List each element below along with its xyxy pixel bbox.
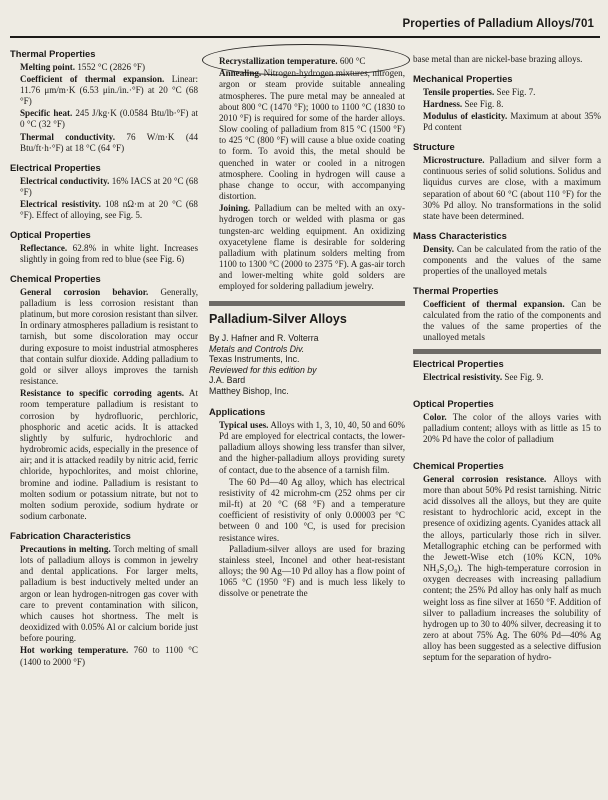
authors-block: By J. Hafner and R. Volterra Metals and Controls Div. Texas Instruments, Inc. Reviewed for this edition by J.A. Bard Matthey Bishop, Inc. bbox=[209, 332, 319, 396]
section-heading: Thermal Properties bbox=[10, 48, 96, 59]
article-title: Palladium-Silver Alloys bbox=[209, 301, 405, 327]
thermal-conductivity: Thermal conductivity. 76 W/m·K (44 Btu/ft·h·°F) at 18 °C (64 °F) bbox=[20, 131, 198, 153]
section-heading: Optical Properties bbox=[10, 229, 91, 241]
section-heading: Electrical Properties bbox=[413, 358, 504, 370]
column-2 bbox=[209, 56, 405, 600]
section-heading: Mechanical Properties bbox=[413, 73, 513, 85]
continued-text: base metal than are nickel-base brazing alloys. bbox=[413, 54, 583, 64]
thermal-expansion: Coefficient of thermal expansion. Linear: 11.76 μm/m·K (6.53 μin./in.·°F) at 20 °C (68 °F) bbox=[20, 73, 198, 107]
column-3 bbox=[413, 54, 601, 665]
section-heading: Thermal Properties bbox=[413, 285, 499, 297]
melting-point: Melting point. 1552 °C (2826 °F) bbox=[20, 61, 146, 72]
color: Color. The color of the alloys varies with palladium content; alloys with as little as 15 to 20% Pd have the color of palladium bbox=[423, 411, 601, 444]
typical-uses: Typical uses. Alloys with 1, 3, 10, 40, 50 and 60% Pd are employed for electrical contacts, the lower-palladium alloys showing less transfer than silver, and the higher-palladium alloys providing surety of contact, due to the absence of a tarnish film. bbox=[219, 419, 405, 475]
paragraph-60pd: The 60 Pd—40 Ag alloy, which has electrical resistivity of 42 microhm-cm (252 ohms per cir mil-ft) at 20 °C (68 °F) and a temperature coefficient of resistivity of only 0.00003 per °C between 0 and 100 °C, is used for precision resistance wires. bbox=[219, 476, 405, 543]
section-heading: Optical Properties bbox=[413, 398, 494, 410]
specific-corrosion: Resistance to specific corroding agents. At room temperature palladium is resistant to corrosion by hydrofluoric, perchloric, phosphoric and acetic acids. It is attacked slightly by sulfuric, hydrochloric and hydrobromic acids, especially in the presence of air; and it is attacked readily by nitric acid, ferric chloride, hypochlorites, and moist chlorine, bromine and iodine. Palladium is resistant to molten sodium or potassium nitrate, but not to molten sodium peroxide, sodium hydrate or sodium carbonate. bbox=[20, 388, 198, 522]
electrical-conductivity: Electrical conductivity. 16% IACS at 20 °C (68 °F) bbox=[20, 175, 198, 197]
section-heading: Chemical Properties bbox=[413, 460, 504, 472]
annealing: Annealing. Nitrogen-hydrogen mixtures, nitrogen, argon or steam provide suitable annealing atmospheres. The pure metal may be annealed at about 800 °C (1470 °F); 1000 to 1100 °C (1830 to 2010 °F) is required for some of the harder alloys. Slow cooling of palladium from 815 °C (1500 °F) to 425 °C (800 °F) will cause a blue oxide coating to form. To avoid this, the metal should be quenched in water or cooled in a nitrogen atmosphere. Cooling in hydrogen will cause a phase change to occur, with accompanying distortion. bbox=[219, 68, 405, 202]
density: Density. Can be calculated from the ratio of the components and the values of the same properties of the unalloyed metals bbox=[423, 243, 601, 276]
joining: Joining. Palladium can be melted with an oxy-hydrogen torch or welded with plasma or gas tungsten-arc welding equipment. An oxidizing oxyacetylene flame is desirable for soldering palladium with platinum solders melting from 1100 to 1300 °C (2000 to 2375 °F). A gas-air torch and lower-melting white gold solders are employed for soldering palladium jewelry. bbox=[219, 203, 405, 292]
section-heading: Chemical Properties bbox=[10, 273, 101, 285]
hot-working-temp: Hot working temperature. 760 to 1100 °C (1400 to 2000 °F) bbox=[20, 645, 198, 667]
tensile-properties: Tensile properties. See Fig. 7. bbox=[423, 86, 536, 97]
microstructure: Microstructure. Palladium and silver form a continuous series of solid solutions. Solidus and liquidus curves are close, with a maximum separation of about 60 °C (about 110 °F) for the 30% Pd alloy. No transformations in the solid state have been determined. bbox=[423, 154, 601, 221]
section-heading: Fabrication Characteristics bbox=[10, 530, 131, 542]
section-heading: Electrical Properties bbox=[10, 161, 101, 173]
header-rule bbox=[10, 36, 600, 38]
column-1 bbox=[10, 48, 198, 669]
thermal-expansion: Coefficient of thermal expansion. Can be calculated from the ratio of the components and the values of the same properties of the unalloyed metals bbox=[423, 298, 602, 343]
hardness: Hardness. See Fig. 8. bbox=[423, 98, 504, 109]
general-corrosion-resistance: General corrosion resistance. Alloys with more than about 50% Pd resist tarnishing. Nitric acid dissolves all the alloys, but they are quite resistant to hydrochloric acid, except in the presence of oxidizing agents. Cyanides attack all the alloys, particularly those rich in silver. Metallographic etching can be performed with the Jewett-Wise etch (10% KCN, 10% NH₄S₂O₈). The high-temperature corrosion in oxygen decreases with increasing palladium content; the 25% Pd alloy has only half as much weight loss as fine silver at 1650 °F. Addition of silver to palladium increases the solubility of hydrogen up to 30 to 40% silver, decreasing it to zero at about 75% Ag. The 60% Pd—40% Ag alloy has been suggested as a selective diffusion septum for the separation of hydro- bbox=[423, 473, 601, 663]
page-header: Properties of Palladium Alloys/701 bbox=[402, 18, 594, 30]
section-divider bbox=[413, 349, 601, 358]
specific-heat: Specific heat. 245 J/kg·K (0.0584 Btu/lb·°F) at 0 °C (32 °F) bbox=[20, 108, 198, 130]
electrical-resistivity: Electrical resistivity. 108 nΩ·m at 20 °C (68 °F). Effect of alloying, see Fig. 5. bbox=[20, 198, 198, 221]
section-heading: Applications bbox=[209, 406, 266, 418]
reflectance: Reflectance. 62.8% in white light. Increases slightly in going from red to blue (see Fig. 6) bbox=[20, 242, 198, 264]
section-heading: Structure bbox=[413, 141, 455, 153]
electrical-resistivity: Electrical resistivity. See Fig. 9. bbox=[423, 371, 544, 382]
paragraph-brazing: Palladium-silver alloys are used for brazing stainless steel, Inconel and other heat-resistant alloys; the 90 Ag—10 Pd alloy has a flow point of 1065 °C (1950 °F) and is much less likely to dissolve or penetrate the bbox=[219, 543, 405, 599]
melting-precautions: Precautions in melting. Torch melting of small lots of palladium alloys is common in jewelry and dental applications. For larger melts, palladium is best inductively melted under an argon or lean hydrogen-nitrogen gas cover with care to prevent contamination with silicon, which causes hot shortness. The melt is deoxidized with 0.05% Al or calcium boride just before pouring. bbox=[20, 543, 198, 644]
modulus: Modulus of elasticity. Maximum at about 35% Pd content bbox=[423, 111, 601, 133]
recrystallization-temp: Recrystallization temperature. 600 °C bbox=[219, 56, 366, 66]
general-corrosion: General corrosion behavior. Generally, palladium is less corrosion resistant than platinum, but more corosion resistant than silver. In ordinary atmospheres palladium is resistant to tarnish, but some discoloration may occur during exposure to moist industrial atmospheres that contain sulfur dioxide. Adding palladium to gold or silver alloys improves the tarnish resistance. bbox=[20, 286, 198, 387]
section-heading: Mass Characteristics bbox=[413, 230, 507, 242]
